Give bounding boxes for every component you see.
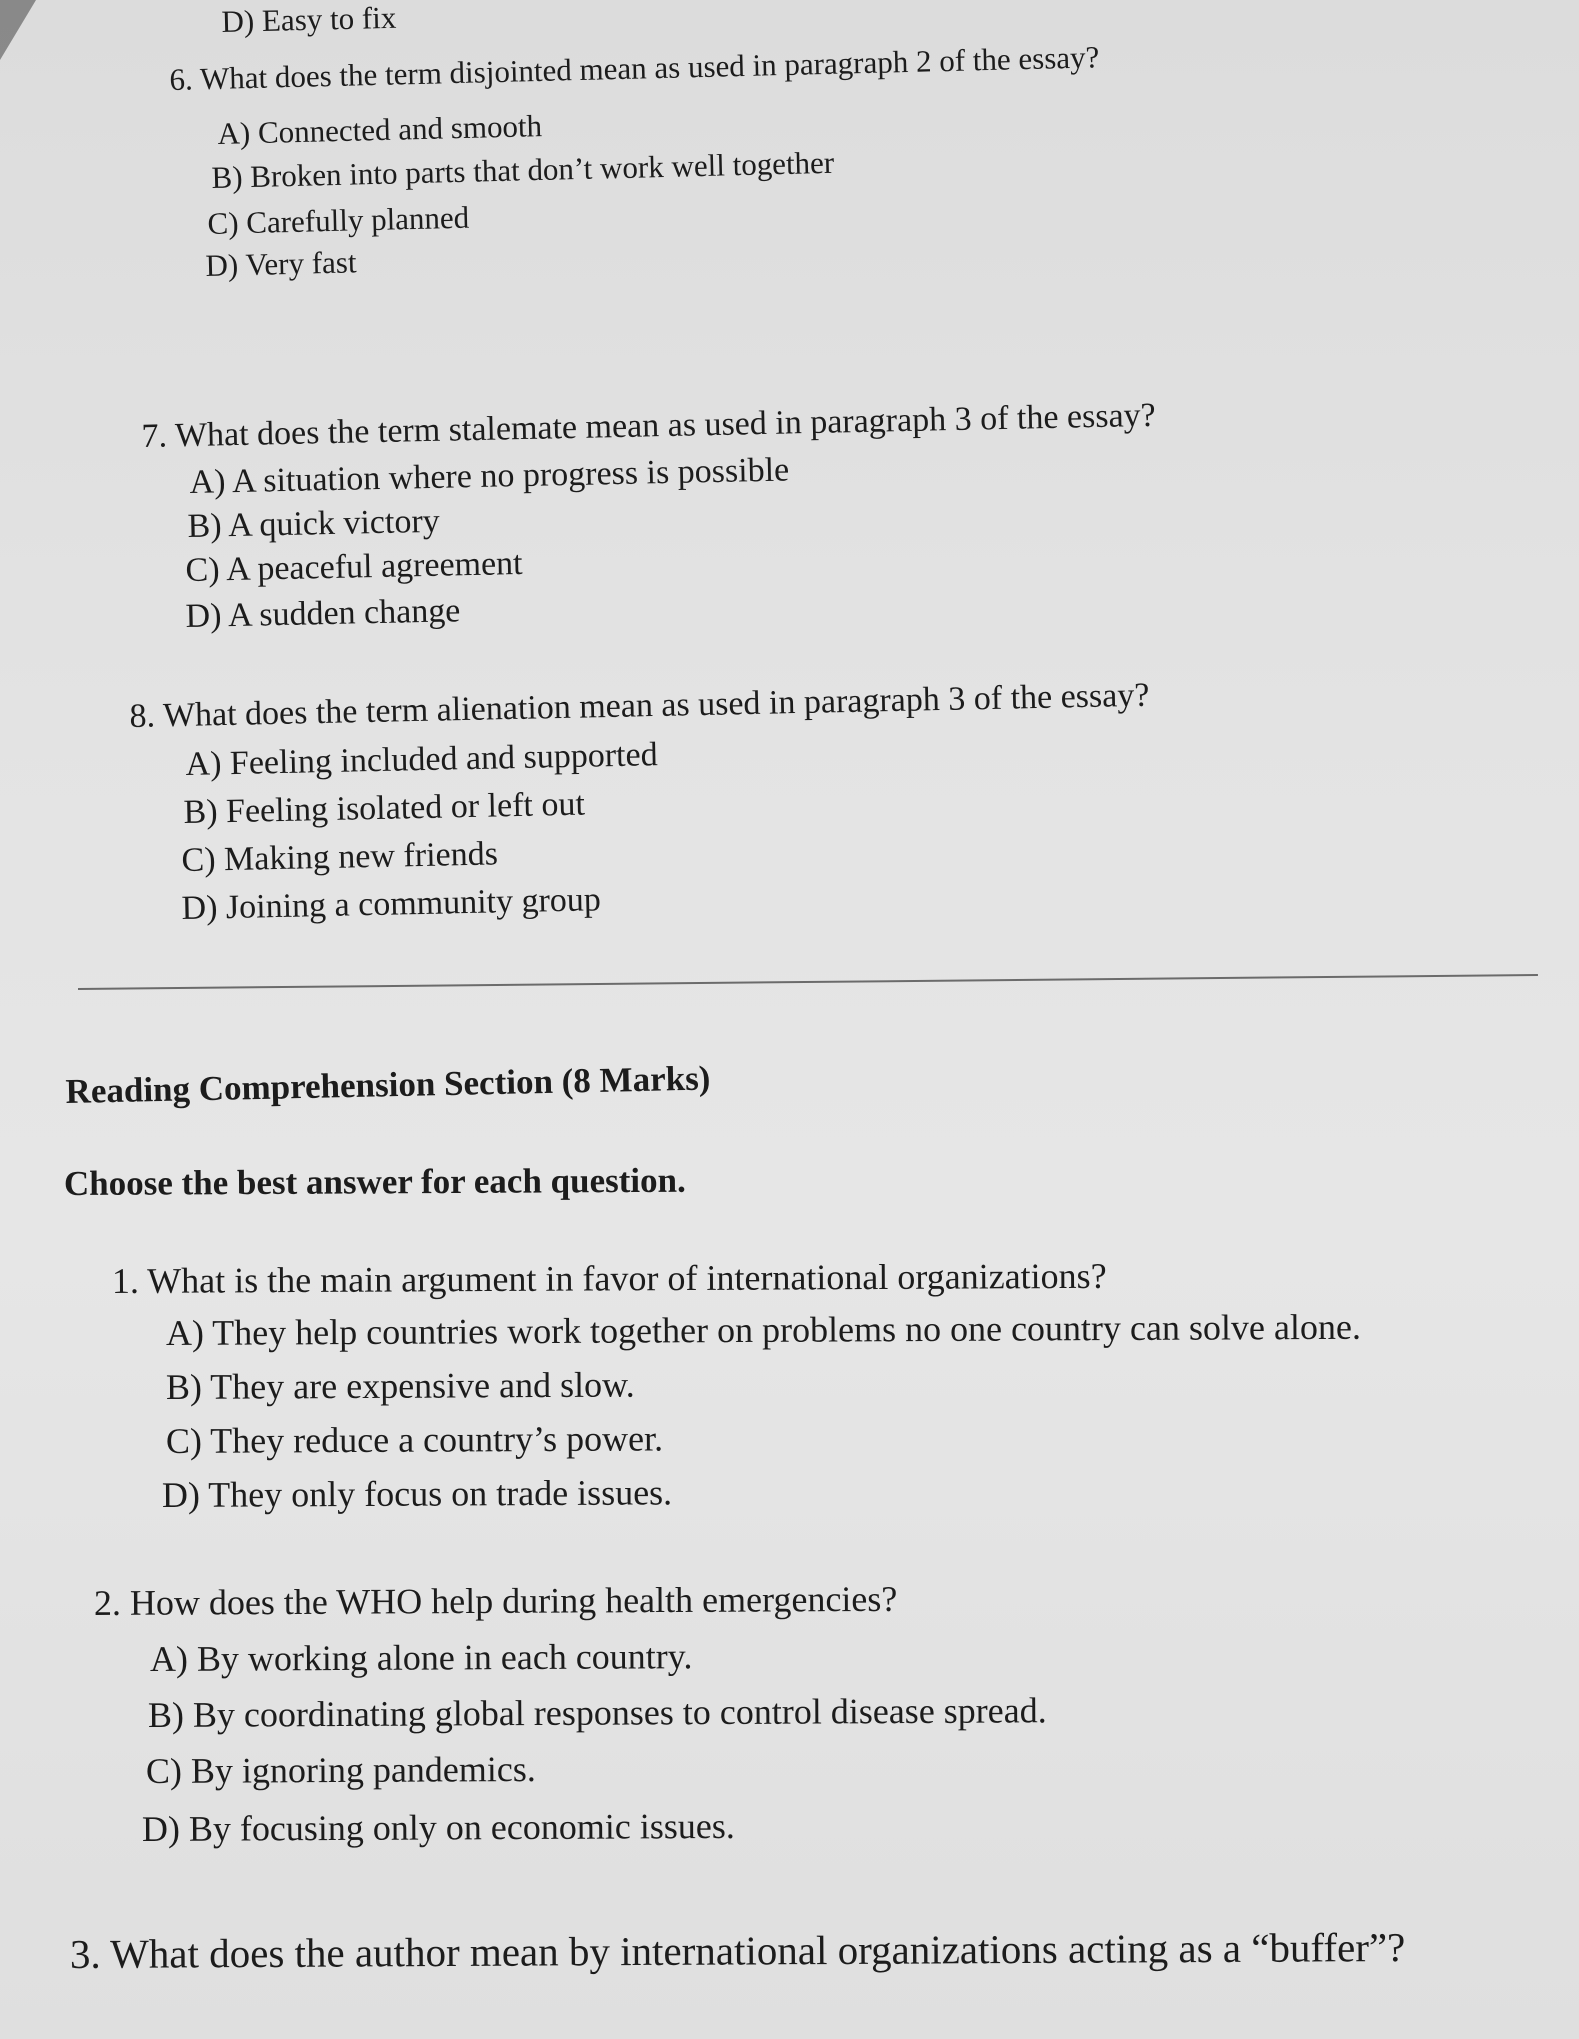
comp-q1-option-a: A) They help countries work together on problems no one country can solve alone. <box>165 1306 1361 1353</box>
question-8-text: 8. What does the term alienation mean as used in paragraph 3 of the essay? <box>129 676 1150 736</box>
page-corner-shadow <box>0 0 36 60</box>
q8-option-a: A) Feeling included and supported <box>185 736 659 784</box>
q7-option-b: B) A quick victory <box>187 502 441 546</box>
comp-q1-option-b: B) They are expensive and slow. <box>165 1364 635 1407</box>
q6-option-c: C) Carefully planned <box>207 199 470 242</box>
comp-q1-option-d: D) They only focus on trade issues. <box>161 1472 673 1515</box>
q8-option-d: D) Joining a community group <box>181 881 602 928</box>
question-6-text: 6. What does the term disjointed mean as used in paragraph 2 of the essay? <box>169 39 1100 98</box>
comp-question-2-text: 2. How does the WHO help during health emergencies? <box>93 1578 898 1623</box>
comp-q2-option-c: C) By ignoring pandemics. <box>145 1748 536 1791</box>
q6-option-d: D) Very fast <box>205 244 357 284</box>
comp-q2-option-b: B) By coordinating global responses to control disease spread. <box>147 1690 1047 1735</box>
section-instruction: Choose the best answer for each question. <box>63 1160 686 1203</box>
q7-option-d: D) A sudden change <box>185 592 461 636</box>
comp-question-1-text: 1. What is the main argument in favor of international organizations? <box>111 1255 1107 1301</box>
q6-option-a: A) Connected and smooth <box>217 108 543 152</box>
question-7-text: 7. What does the term stalemate mean as used in paragraph 3 of the essay? <box>141 396 1157 456</box>
prev-option-d: D) Easy to fix <box>221 0 397 40</box>
q7-option-a: A) A situation where no progress is possible <box>189 451 790 502</box>
q7-option-c: C) A peaceful agreement <box>185 544 523 590</box>
comp-q1-option-c: C) They reduce a country’s power. <box>165 1418 664 1461</box>
section-title: Reading Comprehension Section (8 Marks) <box>65 1058 711 1112</box>
q6-option-b: B) Broken into parts that don’t work well together <box>211 144 835 196</box>
comp-q2-option-a: A) By working alone in each country. <box>149 1636 693 1679</box>
q8-option-c: C) Making new friends <box>181 835 499 880</box>
q8-option-b: B) Feeling isolated or left out <box>183 785 586 832</box>
section-divider <box>78 974 1538 990</box>
comp-question-3-text: 3. What does the author mean by international organizations acting as a “buffer”? <box>69 1924 1406 1977</box>
comp-q2-option-d: D) By focusing only on economic issues. <box>141 1805 735 1849</box>
